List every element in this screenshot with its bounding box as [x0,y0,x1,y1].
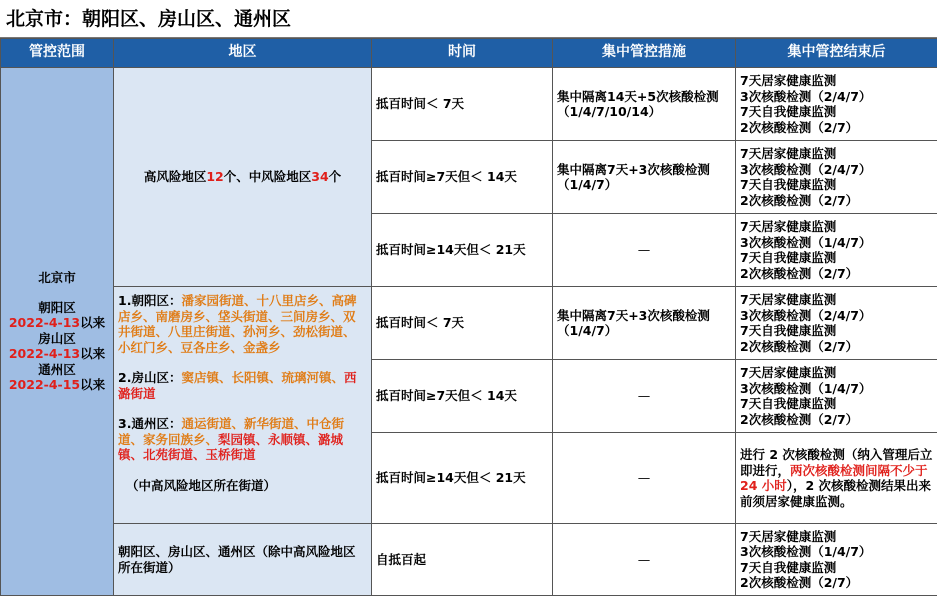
time-cell: 抵百时间＜ 7天 [372,68,553,141]
measure-cell: 集中隔离7天+3次核酸检测 （1/4/7） [553,287,736,360]
after-cell: 7天居家健康监测 3次核酸检测（1/4/7） 7天自我健康监测 2次核酸检测（2/7） [736,214,937,287]
region-note: （中高风险地区所在街道） [126,477,277,493]
after-cell: 7天居家健康监测 3次核酸检测（2/4/7） 7天自我健康监测 2次核酸检测（2/7） [736,68,937,141]
after-cell: 7天居家健康监测 3次核酸检测（1/4/7） 7天自我健康监测 2次核酸检测（2/7） [736,360,937,433]
measure-cell: 集中隔离7天+3次核酸检测 （1/4/7） [553,141,736,214]
header-region: 地区 [114,39,372,68]
region-fangshan: 2.房山区：窦店镇、长阳镇、琉璃河镇、西潞街道 [118,370,357,401]
time-cell: 抵百时间≥14天但＜ 21天 [372,433,553,524]
header-measures: 集中管控措施 [553,39,736,68]
measure-cell: 集中隔离14天+5次核酸检测 （1/4/7/10/14） [553,68,736,141]
region-tongzhou: 3.通州区：通运街道、新华街道、中仓街道、家务回族乡、梨园镇、永顺镇、潞城镇、北苑街道、玉桥街道 [118,416,344,462]
measure-cell: — [553,524,736,596]
measure-cell: — [553,433,736,524]
header-after: 集中管控结束后 [736,39,937,68]
after-cell: 7天居家健康监测 3次核酸检测（2/4/7） 7天自我健康监测 2次核酸检测（2/7） [736,287,937,360]
region-rest: 朝阳区、房山区、通州区（除中高风险地区所在街道） [114,524,372,596]
region-chaoyang: 1.朝阳区：潘家园街道、十八里店乡、高碑店乡、南磨房乡、垡头街道、三间房乡、双井街道、八里庄街道、孙河乡、劲松街道、小红门乡、豆各庄乡、金盏乡 [118,293,357,355]
time-cell: 抵百时间≥7天但＜ 14天 [372,141,553,214]
header-time: 时间 [372,39,553,68]
control-table [0,38,937,596]
measure-cell: — [553,214,736,287]
header-row [1,39,937,68]
time-cell: 抵百时间＜ 7天 [372,287,553,360]
after-cell-special: 进行 2 次核酸检测（纳入管理后立即进行，两次核酸检测间隔不少于 24 小时），2 次核酸检测结果出来前须居家健康监测。 [736,433,937,524]
time-cell: 抵百时间≥14天但＜ 21天 [372,214,553,287]
region-risk-count: 高风险地区12个、中风险地区34个 [114,68,372,287]
time-cell: 自抵百起 [372,524,553,596]
after-cell: 7天居家健康监测 3次核酸检测（2/4/7） 7天自我健康监测 2次核酸检测（2/7） [736,141,937,214]
page-title: 北京市：朝阳区、房山区、通州区 [0,0,937,38]
region-street-list [114,287,372,524]
measure-cell: — [553,360,736,433]
time-cell: 抵百时间≥7天但＜ 14天 [372,360,553,433]
after-cell: 7天居家健康监测 3次核酸检测（1/4/7） 7天自我健康监测 2次核酸检测（2/7） [736,524,937,596]
scope-cell: 北京市 朝阳区 2022-4-13以来 房山区 2022-4-13以来 通州区 2022-4-15以来 [1,68,114,596]
header-scope: 管控范围 [1,39,114,68]
